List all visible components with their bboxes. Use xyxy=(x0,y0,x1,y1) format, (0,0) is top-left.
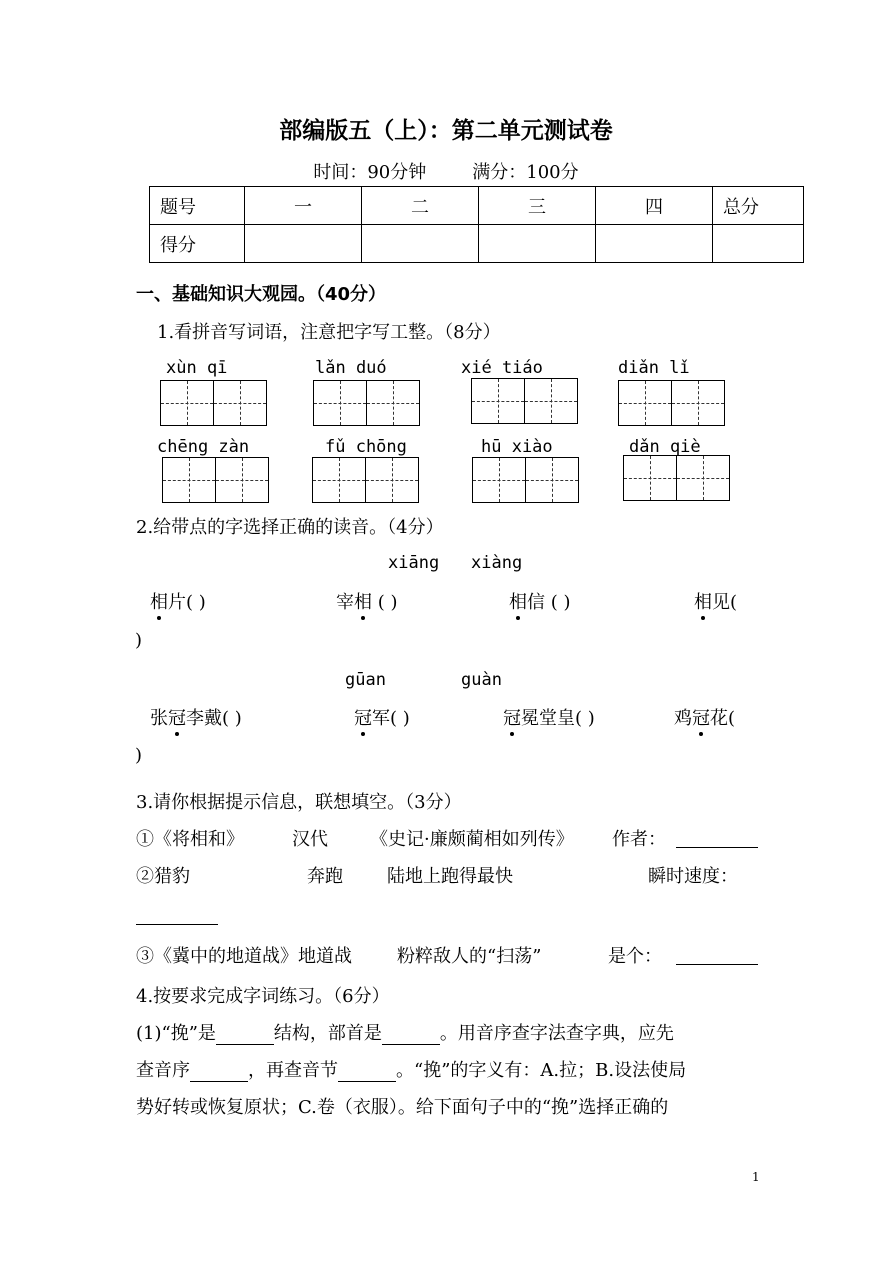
text-segment: ，再查音节 xyxy=(248,1060,338,1081)
pinyin-label: lǎn duó xyxy=(315,358,387,378)
writing-grid[interactable] xyxy=(471,378,578,424)
text-segment: 查音序 xyxy=(136,1060,190,1081)
grid-cell[interactable] xyxy=(473,458,525,502)
page-title: 部编版五（上）：第二单元测试卷 xyxy=(279,118,613,144)
full-score: 满分：100分 xyxy=(472,162,579,183)
score-input-cell[interactable] xyxy=(713,225,804,263)
text-segment: (1)“挽”是 xyxy=(136,1023,216,1044)
table-cell: 一 xyxy=(245,187,362,225)
dotted-char: 冠 xyxy=(354,704,372,730)
answer-blank[interactable] xyxy=(382,1024,440,1045)
reading-item xyxy=(150,704,242,730)
grid-cell[interactable] xyxy=(676,456,729,500)
time-limit: 时间：90分钟 xyxy=(313,162,427,183)
item-prefix: 宰 xyxy=(336,592,354,613)
writing-grid[interactable] xyxy=(312,457,419,503)
pinyin-label: xùn qī xyxy=(166,358,228,378)
answer-blank[interactable] xyxy=(338,1061,396,1082)
dotted-char: 相 xyxy=(509,588,527,614)
dotted-char: 相 xyxy=(150,588,168,614)
item-suffix: ( ) xyxy=(372,592,398,613)
exam-info xyxy=(0,158,892,184)
reading-option: xiàng xyxy=(471,553,523,573)
hint-label: 瞬时速度： xyxy=(648,866,738,887)
hint-text: ②猎豹 xyxy=(136,866,190,887)
page-number: 1 xyxy=(752,1170,760,1184)
section-heading: 一、基础知识大观园。（40分） xyxy=(136,284,387,305)
hint-label: 是个： xyxy=(608,946,662,967)
item-suffix: 花( xyxy=(710,708,736,729)
grid-cell[interactable] xyxy=(619,381,671,425)
pinyin-label: dǎn qiè xyxy=(629,437,701,457)
score-input-cell[interactable] xyxy=(479,225,596,263)
reading-item xyxy=(354,704,410,730)
hint-text: ③《冀中的地道战》地道战 xyxy=(136,946,352,967)
text-segment: 。“挽”的字义有：A.拉；B.设法使局 xyxy=(396,1060,687,1081)
hint-text: ①《将相和》 xyxy=(136,829,244,850)
writing-grid[interactable] xyxy=(472,457,579,503)
answer-blank[interactable] xyxy=(136,902,218,925)
question-3-prompt: 3.请你根据提示信息，联想填空。（3分） xyxy=(136,792,462,813)
grid-cell[interactable] xyxy=(161,381,213,425)
item-suffix: 信 ( ) xyxy=(527,592,571,613)
grid-cell[interactable] xyxy=(366,381,419,425)
reading-item xyxy=(694,588,737,614)
pinyin-label: xié tiáo xyxy=(461,358,543,378)
wrapped-paren: ) xyxy=(135,630,143,651)
question-1-prompt: 1.看拼音写词语，注意把字写工整。（8分） xyxy=(157,322,501,343)
question-4-prompt: 4.按要求完成字词练习。（6分） xyxy=(136,986,390,1007)
pinyin-label: chēng zàn xyxy=(157,437,250,457)
dotted-char: 相 xyxy=(354,588,372,614)
score-table-score-row xyxy=(150,225,804,263)
hint-label: 作者： xyxy=(612,829,666,850)
table-cell: 三 xyxy=(479,187,596,225)
reading-option: xiāng xyxy=(388,553,440,573)
grid-cell[interactable] xyxy=(213,381,266,425)
reading-item xyxy=(336,588,398,614)
pinyin-label: hū xiào xyxy=(481,437,553,457)
dotted-char: 冠 xyxy=(168,704,186,730)
dotted-char: 冠 xyxy=(692,704,710,730)
grid-cell[interactable] xyxy=(624,456,676,500)
text-segment: 结构，部首是 xyxy=(273,1023,382,1044)
grid-cell[interactable] xyxy=(313,458,365,502)
hint-text: 汉代 xyxy=(292,829,328,850)
dotted-char: 冠 xyxy=(503,704,521,730)
grid-cell[interactable] xyxy=(671,381,724,425)
score-table xyxy=(149,186,804,263)
answer-blank[interactable] xyxy=(676,942,758,965)
score-input-cell[interactable] xyxy=(245,225,362,263)
writing-grid[interactable] xyxy=(160,380,267,426)
dotted-char: 相 xyxy=(694,588,712,614)
reading-item xyxy=(150,588,206,614)
item-suffix: 李戴( ) xyxy=(186,708,242,729)
writing-grid[interactable] xyxy=(623,455,730,501)
table-cell: 总分 xyxy=(713,187,804,225)
grid-cell[interactable] xyxy=(314,381,366,425)
table-cell: 得分 xyxy=(150,225,245,263)
writing-grid[interactable] xyxy=(618,380,725,426)
paragraph-line xyxy=(136,1056,686,1082)
item-suffix: 冕堂皇( ) xyxy=(521,708,595,729)
item-prefix: 张 xyxy=(150,708,168,729)
grid-cell[interactable] xyxy=(524,379,577,423)
item-prefix: 鸡 xyxy=(674,708,692,729)
paragraph-line xyxy=(136,1019,674,1045)
question-2-prompt: 2.给带点的字选择正确的读音。（4分） xyxy=(136,517,444,538)
grid-cell[interactable] xyxy=(163,458,215,502)
item-suffix: 见( xyxy=(712,592,738,613)
grid-cell[interactable] xyxy=(525,458,578,502)
item-suffix: 片( ) xyxy=(168,592,206,613)
reading-item xyxy=(509,588,571,614)
pinyin-label: diǎn lǐ xyxy=(618,358,690,378)
score-input-cell[interactable] xyxy=(596,225,713,263)
grid-cell[interactable] xyxy=(215,458,268,502)
grid-cell[interactable] xyxy=(472,379,524,423)
text-segment: 。用音序查字法查字典，应先 xyxy=(439,1023,674,1044)
paragraph-line: 势好转或恢复原状；C.卷（衣服）。给下面句子中的“挽”选择正确的 xyxy=(136,1097,669,1118)
reading-item xyxy=(674,704,735,730)
writing-grid[interactable] xyxy=(313,380,420,426)
hint-text: 粉粹敌人的“扫荡” xyxy=(397,946,542,967)
table-cell: 题号 xyxy=(150,187,245,225)
score-input-cell[interactable] xyxy=(362,225,479,263)
answer-blank[interactable] xyxy=(216,1024,274,1045)
table-cell: 四 xyxy=(596,187,713,225)
answer-blank[interactable] xyxy=(190,1061,248,1082)
table-cell: 二 xyxy=(362,187,479,225)
answer-blank[interactable] xyxy=(676,825,758,848)
score-table-header-row xyxy=(150,187,804,225)
reading-item xyxy=(503,704,595,730)
pinyin-label: fǔ chōng xyxy=(325,437,407,457)
item-suffix: 军( ) xyxy=(372,708,410,729)
wrapped-paren: ) xyxy=(135,745,143,766)
grid-cell[interactable] xyxy=(365,458,418,502)
writing-grid[interactable] xyxy=(162,457,269,503)
reading-option: guàn xyxy=(461,670,502,690)
hint-text: 奔跑 xyxy=(307,866,343,887)
reading-option: gūan xyxy=(345,670,386,690)
hint-text: 陆地上跑得最快 xyxy=(387,866,513,887)
hint-text: 《史记·廉颇蔺相如列传》 xyxy=(370,829,574,850)
